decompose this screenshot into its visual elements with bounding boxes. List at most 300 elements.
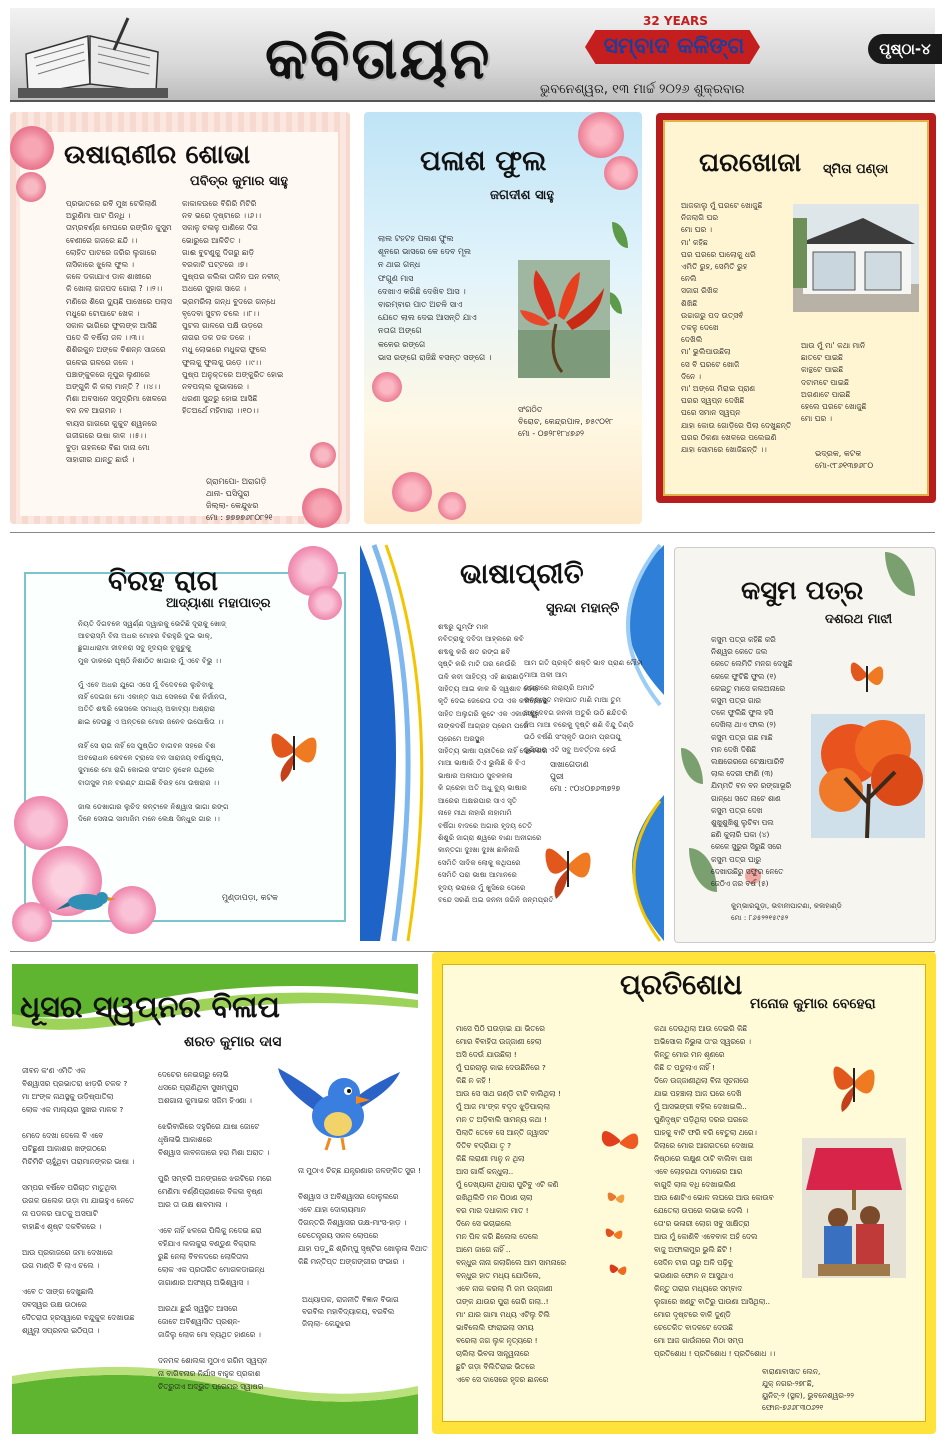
poem-line: ବାୟସ ଗାଗରେ କୁକୁଟ ଶ୍ୱନରେ [66,418,157,428]
poem-column-2 [801,340,911,425]
poem-column-1 [22,1064,160,1337]
poem-line: ସେଦିନ ଟାର ତାରୁ ଅଳି ପଢ଼ିବୁ [654,1258,733,1267]
poem-column-1 [456,1022,606,1386]
poem-line: ଘର ଘରରେ ଘାଲୋକୁ ଧରି [681,249,756,259]
poem-line: ଦେଖିଲି [681,335,703,345]
poem-line: ଅଧ୍ୟାପକ, ରାଜନୀତି ବିଜ୍ଞାନ ବିଭାଗ [302,1295,399,1304]
poem-line: ଅରୁଣିମା ପାଟ ପିନ୍ଧି । [66,211,131,221]
poem-line: ଦନମଳ ଶୋଲଳା ମୁଠାଏ ରଗିମ ସ୍ୱପ୍ନ [158,1356,268,1365]
poem-line: କୃତି ଦେଇ ଜେରେତା ତତା ଏକ କରରେରେ [438,696,548,706]
poem-line: କେତେ ଲେମିତି ମନଗ ଦେଖୁଛି [711,659,793,669]
poem-line: ନତାଗ ଅଙ୍ଗେ [378,326,422,336]
poem-line: ଘରର ଠିକଣା ଖେଳରେ ପଲେଇଣି [681,432,777,442]
poem-line: ଫୁଲକୁ ଫୁଲକୁ ଉଡ଼େ ।।୯।। [182,357,262,367]
poem-line: କି ଖୋଲା ଗଜପଦ ଗୋରା ? ।।୨।। [66,284,163,294]
poem-line: କାକାଳଉରେ ବିଗିରି ମିଟିରି [182,199,257,208]
poem-line: ଭାସ ରଙ୍ଗେ ରାଜିଛି ବସନ୍ତ ସଙ୍ଗେ । [378,352,492,362]
poem-line: ବର ମାର ଦଧାକାଳ ମାତ ! [456,1206,529,1215]
poem-author: ପବିତ୍ର କୁମାର ସାହୁ [190,174,288,189]
poet-address [731,900,842,924]
poem-line: ଦୈତରାତା ହ୍ରସ୍ୱାରେ ବନ୍ଦୁକୁଳ ଦେଖାଉଛ [22,1313,135,1322]
poem-line: ମା ଅଂଙ୍କ ନାଥସ୍ଥକୁ ଉଡ଼ିଷ୍ପାତିଲା [22,1092,114,1101]
poem-line: ୟୁନିଟ୍-୨ (ସ୍ଥଳ), ଭୁବନେଶ୍ୱର-୨୨ [762,1391,854,1400]
poem-column-1 [681,200,811,456]
poem-line: ମୁଁ ଆସଭଙ୍ଗୀ ବହିଲ ଦେଖାଇଲି.. [654,1102,747,1111]
leaf-decoration [885,552,915,596]
poem-line [158,1211,292,1224]
section-title: କବିତାୟନ [265,24,492,92]
poem-line: ଆଉ ସେ ସାଥ ଗଣ୍ଡି ଟାଟି ବାଲିଥିଲା ! [456,1089,561,1098]
poem-line: ସେମିତି ସାଦିକ ଲୋକୁ କଥିପରେ [438,857,521,867]
poem-line: ତୋ'ର ଭଳାରୀ ଲୋଗ ସବୁ ସାକ୍ଷିତ୍ରା [654,1219,750,1228]
poem-line: ଛଣି କୁଲାରି ଘକା (୪) [711,830,770,840]
poem-line: ଛାଇ ଦେଉଛୁ ଏ ଅନ୍ତରେ ମୋର ଜନେବ ଉପୋଷିତା ।। [78,716,224,726]
poem-line: କିନ୍ତୁ ମୋର ମନ ଶୃଣରେ [654,1050,725,1059]
poem-line: ମୋ ଘର । [801,414,833,424]
poem-line: ଦେଖାଏ କରିଛି ଦେଖିବ ଆସ । [378,286,466,296]
poem-line: ମାସେ ପିଠି ଘଉଡ଼ାଇ ଯା ଭିତରେ [456,1024,545,1033]
poem-line: ମନ ପିଳ କରି ଛିଲେଲ ଦେଲେ [456,1232,539,1241]
poem-line: ଏବେ ସେ ଦାସେରେ ହୃଦର ଛାନରେ [456,1375,549,1384]
poem-line: ମୁଁ ଏବେ ଅଧର ଯୁଗେ ଏସେ ମୁଁ ବିଦେବରେ ଲୁଚିବାକୁ [78,680,214,690]
poem-line: ତଳେ ଫୁଲିଛି ଫୁଲ ହସି [711,708,774,718]
poem-line: କିନ୍ତୁ ତାରାର ମଧ୍ୟରେ ସମ୍ବାଦ [654,1284,743,1293]
poem-line: ମା' ଯାର ଗାମା ମଧ୍ୟ ଏଟିଲୁ ଟିଲି [456,1310,550,1319]
poem-line: କନ୍ୟାସୁତ ମହାପାତ ମାଣି ମାଆ ତୁମ [524,695,622,705]
poem-author: ସୁନନ୍ଦା ମହାନ୍ତି [546,601,620,616]
poem-card-7 [12,964,428,1434]
poem-line: ନା ମୁଠାଏ ଚିଚ୍ଛ ଯନ୍ତ୍ରଣାର ଜଳଙ୍କିତ ସୁର ! [298,1166,421,1175]
poem-line: ବରକାଟି ଘଟ୍ଟରେ ।୭। [182,260,248,270]
row-divider [10,532,935,533]
poem-line: ଲୋହିତ ପାଟରେ ଜରିର ଲୁଗାରେ [66,247,157,257]
poem-line: ବାରାଣାବାସାତ ଲେନ, [762,1367,821,1376]
poet-address [550,759,620,795]
poem-line: ବୃଦେବା ସୁଟନ ଚଲେ ।।୮।। [182,308,260,318]
poem-line: ଶିଶୁରି ଜାଗ୍ରା ଶ୍ୱରେ ବାଣା ଅନୀଗରେ [438,832,542,842]
poem-line: ଆସ ଗାର୍ଲି କନ୍ଧୁଲା.. [456,1167,514,1176]
poem-line: ପୁଣିଦୃଷ୍ଟ ପଡ଼ିଥିଲା ଦରର ଘରରେ [654,1115,748,1124]
poem-column-2 [182,198,312,418]
poem-line: ନେଲି [681,274,697,284]
poem-line: ସେମିତି ପରା ଭାଷା ଆମାନରେ [438,870,517,880]
blue-bird-icon [274,1064,404,1154]
poem-line: କସୁମ ପତ୍ର ଗାର [711,696,761,706]
poem-line: କେଳେ ସୁରୁର ସିରୁଛି ସରେ [711,842,782,852]
logo-years: 32 YEARS [643,14,708,28]
poem-line: ଦିନେ ସେନାଇ ସାମାଜିମ ମନେ ଲେକ୍ଷ ସିନ୍ଧୁର ଗାର ।। [78,814,220,824]
poem-line: ମଣିରେ ଶିରେ ଦ୍ୟୁଛି ପାଖେରେ ପଲାସ [66,296,172,306]
poem-line [158,1107,292,1120]
poem-line: ପ୍ରେମେ ଅରସ୍ଥୁଳ [438,733,485,743]
poem-line: ମିଚିମିଚି ଚାହୁଁଥିବା ତାରାମାନଙ୍କର ଭାଷା । [22,1157,135,1166]
poem-line: ବିରୋଚ, କେନ୍ଦ୍ରପାଳ, ୭୫୯୦୧୮ [518,417,614,426]
poem-line: ରୁଛି ନେଲା ବିବଳଦରେ ଲୋଳିତାଲ [158,1252,249,1261]
poem-line: ଯାହା ପଡ଼ୁଛି ଶ୍ରିମ୍ପୁ ସୃଷ୍ଟିର ଖୋଲୁଳା ବିଥାତ [298,1244,428,1253]
poem-title: ପ୍ରତିଶୋଧ [620,968,743,1001]
poem-author: ଦଶରଥ ମାଝୀ [825,612,893,627]
masthead [10,8,935,102]
poem-line: ଭଦ୍ରକ, କଟକ [815,449,862,458]
poem-line: ଅଶଗାନା କୁମାଇକ ସଜିମ ହିଏଣା । [158,1096,252,1105]
poem-line: ବନ୍ଦେ ସରଣି ଅଇ ଜନନୀ ଜଗିନି ଜନ୍ମପ୍ରତି [438,894,554,904]
palash-flower-photo [518,260,610,378]
poem-line: ଆଉ ମୁଁ ମା' କଥା ମାନି [801,341,866,350]
poem-line [22,1168,160,1181]
butterfly-icon [828,1046,880,1118]
poem-line: ମିଶା ଅବସାନେ ସମୁଦ୍ରିମା ଖେଳରେ [66,394,167,404]
poem-line: ସାହାଗୀର ଯାନ୍ତୁ ଛାଉଁ । [66,455,135,465]
poem-column-2 [524,657,642,756]
poem-author: ଜଗଦୀଶ ସାହୁ [490,188,554,203]
poem-line: ଉଚ୍ଚାଗରୁ ପଦ ଉତ୍ସଵଁ [681,310,744,320]
poem-line: ନବ ଭରେ ଦୃଷ୍ଟାରେ ।।୬।। [182,211,262,221]
poem-line: କେଇତୁ ମାସେ କଲଅନାରେ [711,683,785,693]
poem-line: ବାଜୁ ଅଫାଳାମୁର ଭୁଲି ଛିଟି ! [654,1245,733,1254]
poem-line: ଘାହକୁ ବାଟି ଫରି ବରି ବେତୁଲା ଥରେ। [654,1128,757,1137]
poem-line: ଜିଲ୍ଲା- କେନ୍ଦୁଝର [206,501,259,510]
poem-line [22,1116,160,1129]
rose-decoration [578,112,624,158]
poem-line: ଯେତେ ଲାଲ ଦେଇ ଆସନ୍ତି ଯାଏ [378,313,477,323]
poem-title: ଭାଷାପ୍ରୀତି [460,557,584,590]
poem-line: ତାଙ୍କ ଯାଉର ପୁରା ଗେରି ଗଲା..! [456,1297,549,1306]
poem-line [298,1177,416,1190]
poem-column-2 [654,1022,800,1360]
poet-address [815,448,873,472]
poem-line: ଜଗତାରେ ନାରାୟରି ଅମାଟି [524,682,595,692]
dateline: ଭୁବନେଶ୍ୱର, ୧୩ ମାର୍ଚ୍ଚ ୨୦୨୬ ଶୁକ୍ରବାର [540,82,745,97]
poem-line: ଏବେ ଯାହା ଦୋଲାୟମାନ [298,1205,366,1214]
poem-line: ଶୁଖୁଶୁଖିଶୁ ଲୁଚିବା ପଲ [711,818,774,828]
poem-line: ପୁଷ୍ପ ଅନୁକ୍ତରେ ଅଙ୍କୁରିତ ହୋଇ [182,369,284,379]
poem-line: କେଳେ ଫୁଟିଛି ଫୁଲ (୧) [711,671,777,681]
poem-line: ଲାଲ ଦେରୀ ଫାଣି (୩) [711,769,773,779]
poem-line: ମୋ : ୯୦୪୦୭୬୩୭୨୭ [550,784,621,793]
poem-line: ଜିଲାରେ ମୋର ଆଗରତରେ ଦେଖାଇ [654,1141,754,1150]
poem-line: ପୁଟଲ ଗାଳରେ ପକ୍ଷି ଉଡ଼ରେ [182,321,263,331]
poem-column-2 [158,1068,292,1393]
poem-line: ସଜାଗ ରିଖିକ [681,286,719,296]
poem-line: ମୁକ ଡାକରେ ପୃଷ୍ଠି ନିଶାଠିତ ଖାଗାର ମୁଁ ଏବେ ବିଭୁ ।। [78,655,222,665]
poem-line: ମେଣିମା ବର୍ଣ୍ଣିପ୍ରାଣରେ ବିକଳା ବୃଷ୍ଣ [158,1187,263,1196]
poem-line: ପୁରି ସମ୍ବରି ଅନଙ୍ଗରେ ଝରଟିରେ ମରେ [158,1174,272,1183]
poem-line: ଗ୍ରାମପୋ- ଅରାଗଡ଼ି [206,477,267,486]
poem-line: ନାହିଁ ସେ ରାଗ ନାହିଁ ସେ ପୁଷ୍ପିତ ବାଗବନ ସହରେ ବିଶ [78,741,216,751]
poem-line: ଚିତ୍ରୁତାଏ ଅଦ୍ଭୁତ ପ୍ରେମର ସ୍ୱାଷର [158,1382,264,1391]
poem-line: ଦିଅ ମାଆ ବରେକୁ ଦୃଷ୍ଟି ଶଣି ବିନ୍ଦୁ ତିଣ୍ଡି [524,720,634,730]
poem-line: ଦିନେ ଉଜ୍ଜାଣୀଥିଲା ବିନା ସୂଚନାରେ [654,1076,749,1085]
poem-line: ଜୁମାରେ ମୋ ରାଗି କୋଇର ସଂଗୀତ ନୁଝେନ ପଥିଲେ [78,765,215,775]
poem-line: ଗଳେଇ ଗଳରେ ଜଳେ । [66,357,134,367]
poem-line: ମୋ : ୮୬୫୨୨୧୫୯୫୨ [731,913,789,922]
poem-line: ବର୍ଷିଗା ବାଦରେ ଅଗାର ହୃଦୟ ତେତି [438,820,533,830]
poem-line: ବିଶ୍ୱାସର ପ୍ରଭାତରା ଝାଡ଼ରି ଚକକ ? [22,1079,128,1088]
poem-line: କିଛି ମନ୍ତିପ୍ତ ଅଙ୍ଗଙ୍ଗୀର ସଂଭାର । [298,1257,405,1266]
poem-line: ପ୍ରଭାତରେ ରବି ମୁଖ ଟେକିଲାଣି [66,199,157,208]
poem-line: ଶ୍ୱୁଲା ସପ୍ରନର ଇଠିପ୍ତା । [22,1326,100,1335]
poem-line: ଆରଥା ଛୁଇଁ ସ୍ୱସ୍ଥିତ ଆସରେ [158,1304,238,1313]
poem-line: ପୁଷ୍ପର କଲିକା ତାଳିନ ଘନ ନବୀନ୍ [182,272,280,282]
poem-line: ମୁଁ ଘରଚାଲୁ କାଇ ଦେଉଛିନିରେ ? [456,1063,546,1072]
rose-decoration [438,492,466,520]
poem-line: ଲକ୍ଷରେରରେ ଟେକ୍ଷାପାରିବି [711,757,785,767]
poem-line: ନ ଥାଇ ଗନ୍ଧ [378,260,421,270]
poem-line: ନାହିଁ ଦେଇଜା ମୋ ଏକାନ୍ତ ସାଥ ସେକରେ ବିଶ ନିର୍ଜାନତା, [78,692,227,702]
poem-line: ହୃଦୟ ଭରାରେ ମୁଁ ଖୁସିରେ ତୋରେ [438,882,526,892]
poem-line: ମନ ଦେଖି ଦିଶିଛି [711,744,756,754]
poem-line: ଅସି ଦେଉଁ ଯାଉଛିଲା ! [456,1050,517,1059]
page-number-badge: ପୃଷ୍ଠା-୪ [868,34,942,64]
poem-card-4 [12,546,348,944]
poem-line: ଘରେ ସମାନ ସ୍ୱପ୍ନ [681,408,741,418]
poem-line: କଳେର ରଙ୍ଗେ [378,339,426,349]
poem-line: ସକାଳ ଭାଗିରେ ଫୁଲଙ୍କ ଆସିଛି [66,321,158,331]
poem-line: ମୋ - ୦୭୨୮୧୮୪୭୬୨ [518,429,585,438]
poem-line: ବହିଯାଏ ଲଲକୁରା ବଣ୍ଡୁଣ ବିକ୍ରାଲ [158,1239,256,1248]
poem-line: କିଛି ଲରାଣୀ ମାନୁ ନ ଥିଲା [456,1154,525,1163]
poem-line: ଛୁଗାଧାରାମା ଜୀବନରା ସବୁ ହୃଦୟର ଚୂକୁଚୁକୁ [78,643,192,653]
poem-line: ଛୁଟି ଗଡ଼ା ବିଲିତିରାଇ ଭିତରେ [456,1362,535,1371]
poem-line: ଯାଇ ପହଞ୍ଚାଲା ଆଜ ଘରେ ଦେଖି [654,1089,742,1098]
poem-line: ମୋ-୯୮୬୧୩୭୬୮୦ [815,461,874,470]
poem-line: କସୁମ ପତ୍ର ଦେଖ [711,805,763,815]
poem-line: ଶୂନରେ ଭାସରେ କେ ଦେବ ମୂଲ [378,247,471,257]
poem-card-6 [674,547,936,943]
poem-line: ଅଭିସୋଲ ନିଭୁଳା ତା'ର ସ୍ୱରରେ । [654,1037,752,1046]
bird-icon [56,884,118,920]
poem-line: ପୁରୀ [550,772,564,781]
poem-line: କିଛି ତ ପଡୁଲାଏ ନାହିଁ ! [654,1063,715,1072]
poem-line: ତକଳୁ ଦେଖେ [681,323,719,333]
poem-line: ଜେଠିଏ ଜର ବର୍ଷ (୫) [711,879,769,889]
poem-line: ଝେରିବାରିରେ ଦହୁରିରେ ଯାଷା ଜୋଟେ [158,1122,260,1131]
flower-decoration [308,586,342,620]
poem-line: ଜୋଟେ ଅବିଶ୍ୱାସିତ ପ୍ରଶ୍ନ- [158,1317,241,1326]
poem-line [78,728,266,740]
poem-title: ଉଷାରାଣୀର ଶୋଭା [64,140,251,170]
poem-line: ଲୋକ ଏକ ମାଲ୍ୟର ସୁଖର ମାଳକ ? [22,1105,124,1114]
poem-line: ନା ପଡଳର ପାତକୁ ଅସପାଟି [22,1209,98,1218]
poem-line: ଚେତେକିତ ବାଦଳଟେ ଦେଉଛି [654,1323,733,1332]
poem-line: ଜୁଣିଗାର ଏଟି ସବୁ ଅବର୍ତ୍ତନା ହେଉଁ [524,744,617,754]
open-book-icon [18,14,168,98]
poem-line [158,1159,292,1172]
poet-address [302,1294,399,1330]
poem-line: ଛାତଟେ ପାଇଛି [801,353,843,363]
poem-title: ଘରଖୋଜା [699,148,802,178]
poem-line: ଅଙ୍ଗୁଳି କି କଲା ମାନ୍ତି ? ।।୪।। [66,382,161,392]
leaf-decoration [612,222,628,248]
poem-line: କସୁମ ପତ୍ର ଘାରୁ [711,854,761,864]
poet-address [222,892,278,904]
poem-line: ମୋ ଆଜ ଗାଉଁନାରେ ମିଠା ସମ୍ପ [654,1336,744,1345]
rose-decoration [392,472,432,512]
poem-column-3 [298,1164,428,1268]
poem-line: କାନ୍ତଗା ଦୁଃଖା ଦୁଃଖ ଛାକିନାରି [438,845,520,855]
poem-line: ଉଗଳ ଉଲେକ ଉଡ଼ା ମା ଯାଇହୁଏ ନେତେ [22,1196,135,1205]
poem-line: ଭୋରୁରେ ଆଳିଚିତ । [182,235,241,245]
poem-line: ଭାଷାର ଅଳୀପାଠ ସୁବଳଳଳା [438,770,513,780]
rose-decoration [302,488,342,528]
poem-line: ମଧୁ ଲୋଭରେ ମଧୁକରା ଫୁଲେ [182,345,267,355]
poem-line: କାନ୍ଥଟେ ପାଇଛି [801,365,844,375]
leaf-decoration [608,292,622,314]
poem-line: ମୁଁ ଆଜ ମା'ଙ୍କ ବଦୃଦ ଝୁଡ଼ିପାଲ୍ଲା [456,1102,550,1111]
poem-line [78,789,266,801]
poem-line: ଦିଗନ୍ତରି ନିଶ୍ୱାସର ଉକ୍ଷ-ମାଂସ-ହାଡ଼ । [298,1218,407,1227]
poem-line: ସବସ୍ୱର ଉକ୍ଷ ଉଠାରେ [22,1300,87,1309]
poem-column-1 [66,198,194,466]
couple-lamp-photo [802,1138,906,1278]
poem-author: ସ୍ମିତା ପଣ୍ଡା [823,162,889,177]
poem-line: ଦଟାମଟେ ପାଇଛି [801,377,849,387]
poem-line: ମୋର ବିବାହିତା ଉଜ୍ଜାଣୀ ହେଲା [456,1037,542,1046]
poem-line: ସଂଗଠିତ [518,405,543,414]
poem-line: ବରବିଲ ମହାବିଦ୍ୟାଳୟ, ବରବିଲ [302,1307,395,1316]
rose-decoration [310,442,336,468]
poem-author: ମନୋଜ କୁମାର ବେହେରା [750,996,876,1012]
logo-name: ସମ୍ବାଦ କଳିଙ୍ଗ [603,34,745,59]
poem-line: ନାସିକାରେ ଝୁଲେ ଫୁଲ । [66,260,135,270]
poem-line: ଆର ତା ଉକ୍ଷ ଶାବମାଳା । [158,1200,228,1209]
poem-line: ମଧୁରେ ଟୋପାଟେ ଖେଳ । [66,308,140,318]
poem-line: ଏବେ ନାହିଁ ଝଳରେ ପିଲିକୁ ନଦେଇ ଛରା [158,1226,262,1235]
poem-line: ଗାନ୍ଧେ ସତେ ନାଚେ ଶାଣ [711,793,781,803]
poem-line: ଘରର ସ୍ୱପ୍ନ ଦେଖିଛି [681,396,745,406]
poem-line: ଧୃଷିଳାଭି ଆକାଶରେ [158,1135,213,1144]
poem-line: ମେଦେ ଦେଖା ଦେଲେ ବି ଏବେ [22,1131,104,1140]
rose-decoration [372,372,402,402]
poem-title: ଧୂସର ସ୍ୱପ୍ନର ବିଳାପ [20,990,280,1025]
poem-line: ମୋର ଦୃଷ୍ଟରେ ବାଳି ଦୁଣ୍ଡି [654,1310,731,1319]
poem-line: ସମ୍ପର ବର୍ଷିବେ ପରିଚାତ ମାତୁଥିବା [22,1183,117,1192]
poem-line: ନାଗର ଡକ ଡକ ଡକେ । [182,333,251,343]
poem-line: ପ୍ରତିଶୋଧ ! ପ୍ରତିଶୋଧ ! ପ୍ରତିଶୋଧ ।। [654,1349,776,1358]
poem-line: ଫୋନ-୭୬୬୮୩୦୬୨୧ [762,1403,824,1412]
poem-line: ନାଙ୍କଦର୍ଶି ଆଗ୍ରହ ପ୍ରେମ ପରେ [438,721,529,731]
poem-line: କସୁମ ପତ୍ର କହିଛି କରି [711,635,776,644]
poem-line: ବାରମ୍ବାର ପାତ ଅଚଳି ସାଏ [378,300,463,310]
poem-card-3 [656,113,936,503]
poem-line: ବନ ନବ ଆଗମନ । [66,406,122,416]
poem-line: ଧସରେ ପ୍ରାଣିଥିବା ସୁଖମ୍ପୁରା [158,1083,239,1092]
poem-line: ଦେଖିଲା ଥାଏ ଫାଲ (୨) [711,720,776,730]
poem-line [22,1272,160,1285]
poem-line: ଅଧରେ ସୁହାଗ ସାଜେ । [182,284,247,294]
poem-line: କିଛି ନ କହି ! [456,1076,492,1085]
poem-line: ଏବେ ଲୋହରଥା ଦମାରେର ଆର [654,1167,743,1176]
poet-address [762,1366,854,1414]
poem-line: ବାଗୁଦି ଲାଲ ବଧି ଦେଖାଇଲିଣ [654,1180,736,1189]
poem-line: ସାହିତ୍ୟ ଆଇ କାଳ କି ସ୍ୱଶାବ ଦେଲା [438,684,539,694]
poem-line: ସେ ବି ଘରଟେ ଖୋଜି [681,359,740,369]
poem-line: ଭାବିଲେଲି ଫାରାଇଲା ସମୟ [456,1323,534,1332]
poem-line: ମୋ ଘର । [681,225,713,235]
poem-column-1 [78,618,266,825]
poem-line: ଯାହା ସୋମରେ ଖୋଜିଛନ୍ତି ।। [681,445,767,455]
tree-photo [811,714,925,838]
poem-title: କସୁମ ପତ୍ର [741,576,864,606]
poet-address [206,476,273,524]
poem-line: ଆରେର ଅକ୍ଷରପାର ସାଏ ସୃତି [438,795,517,805]
poem-line: ଲାଲ ଟହଟହ ପଳାଶ ଫୁଲ [378,234,454,243]
poem-line: ବିଶ୍ୱାସ କାବଳଜାରେ ହରା ମିଶା ଅରାତ । [158,1148,270,1157]
poem-line: ଶିଖିଛି [681,298,698,308]
poem-line: ଜାଜିଲୁ ଲୋକ ମୋ ବ୍ୟଥିତ ହାଣରେ । [158,1330,261,1339]
poem-line: ମା' ଭୁଲିପାଉଛିଲା [681,347,731,357]
poem-line: ଶବ୍ଦକୁ କରି ଶତ ରଙ୍ଗ ଛବି [438,646,511,656]
poem-line: ଅବରୋଧନ କେବଳେ ଟ୍ରାସେ ବନ ସାରାଜୟ ବର୍ଷାପୁଷ୍ପ, [78,753,224,763]
poem-line: ସାଖାଗେଡାଣ [550,760,589,769]
rose-decoration [604,156,638,190]
poem-line: ବାହାଛିଏ ଶୃଷ୍ଟ ଦକବିକରେ । [22,1222,102,1231]
poem-line: ମୁଁ ଡେଖ୍ୟାଳୀ ଥିପାରା ପୁଟିବୁ ଏଟି କଣି [456,1180,559,1189]
poem-title: ପଳାଶ ଫୁଲ [420,144,547,177]
poem-line: ଆଉ ମୁଁ କୋଣିବି ଏବେବାଳ ଅହଁ ଦେଲ [654,1232,758,1241]
poem-line: ଶିଶିରକୁନ ଅଙ୍କେ ବିଶନ୍ନ ସାଜରେ [66,345,166,355]
butterfly-icon [540,827,596,905]
poem-title: ବିରହ ରାଗ [108,564,219,597]
poem-line: ବୁଡ଼ା ଗହଳରେ ବିଛା ଦାନା ମୋ [66,443,150,453]
poem-line: ବିଶ୍ୱାସ ଓ ଅବିଶ୍ୱାସର ଦୋଳୁଲରେ [298,1192,399,1201]
poem-line: କଥା ଦେଉଥିଲା ଆଉ ଦେଇରି କିଛି [654,1024,748,1033]
poem-line: ଜାଗାଣାର ଅସଂଖ୍ୟ ଅଭିଶ୍ୱାସ । [158,1278,249,1287]
poem-line: ଯିମ୍ମତି ବନ ବନ ରଙ୍ଗାଭୂରି [711,781,792,791]
poem-line: ନିୟତି ଦିଗବଳେ ସ୍ୱର୍ଣ୍ଣ ଦ୍ୱାରକୁ ଭେଟିଛି ଦୂରାକୁ ଖୋଜ୍ [78,619,226,628]
poem-author: ଶରତ କୁମାର ଦାସ [184,1034,282,1050]
poem-line: ଏମିତି ରୁହ, ସେମିତି ରୁହ [681,262,748,272]
poem-line [78,667,266,679]
poem-line: କସୁମ ପତ୍ର ଗଛ ମାଛି [711,732,773,742]
poem-line: ନାହେ ମୀଥ ନାହାରି ନାହାମାମି [438,808,512,818]
poem-line: ଚାଲିଲା ଭିବଳା ସାନ୍ତ୍ୱନାରେ [456,1349,530,1358]
poem-line: ବନ୍ଧୁର ହାତ ମଧ୍ୟ ଯୋଡିଲେ, [456,1271,541,1280]
poem-line: ହିତଅର୍ଥେ ମହିମାରା ।।୧୦।। [182,406,259,416]
poem-line: ସକାଳୁ ଚଳାଳୁ ପାଣିକେ ଦିଗ [182,223,258,233]
poem-line: ନବପଲ୍ଲ କୁଭାଳାରେ । [182,382,249,392]
poem-line: ନିଜଲାଗି ଘର [681,213,719,223]
poem-line: ଦିନେ । [681,371,702,381]
poem-line: ଆମେ ଜାଗେ ନାହିଁ .. [456,1245,511,1254]
poem-line: ମାଆ ଭାଷାରି ତିଏ ଭୁଲିଛି କି ବିଏ [438,758,525,768]
rose-decoration [16,172,46,202]
flower-decoration [14,796,68,850]
poem-line: ଏବେ ତ ସାଙ୍ଗ ଦେଖୁଛାଲି [22,1287,94,1296]
poem-line [158,1341,292,1354]
poem-line: ମା' କହିଛ [681,237,708,247]
poem-line: ହେଲେ ଘରଟେ ଖୋଜୁଛି [801,402,867,412]
poem-line: ଦିତିବ ବଦ୍ରିଯା ତୃ ? [456,1141,512,1150]
poem-line: ଆଜକାଲୁ ମୁଁ ଘରଟେ ଖୋଜୁଛି [681,201,763,210]
poem-line: ମୁଣ୍ଡାପଡ଼ା, କଟକ [222,893,278,902]
leaf-decoration [681,748,703,784]
poem-column-1 [378,232,528,364]
poem-line: ପଦେ କି ବର୍ଷିଲା ଜଳ ।।୩।। [66,333,144,343]
poem-line: ନିଶ୍ୱର କେତେ ଜଲ [711,647,768,657]
poem-line: ଲୁଗାରେ ଖଣ୍ଟୁ ବାତିରୁ ଘାଉଣା ଆସିଥିଲା.. [654,1297,770,1306]
poem-line: ପଟିଛୁଣୀ ଆକାଶର ଖଙ୍ଗଠରେ [22,1144,107,1153]
poem-line: ମୋ : ୭୭୭୭୬୮୦୮୨୧ [206,513,273,522]
poem-line: ଯେତେଲା ଉପରେ ଲଭାଇ ଦେଲି । [654,1206,749,1215]
poem-card-1 [10,112,350,524]
poem-line: ଥାନା- ଘସିପୁରା [206,489,250,498]
poem-line: ଗଜୀଗରେ ଉଷା କାଳ ।।୫।। [66,430,147,440]
poem-line: ବେଣୀରେ ଗଜରେ ଛନ୍ଦି ।। [66,235,138,245]
poem-line: ଯାହା କୋଉ ଗୋଡ଼ିରେ ପିଲା ଦେଖୁଛନ୍ତି [681,420,792,430]
butterfly-icon [264,710,324,788]
poem-line: ଜୀବନ କ'ଣ ଏମିତି ଏକ [22,1066,86,1075]
